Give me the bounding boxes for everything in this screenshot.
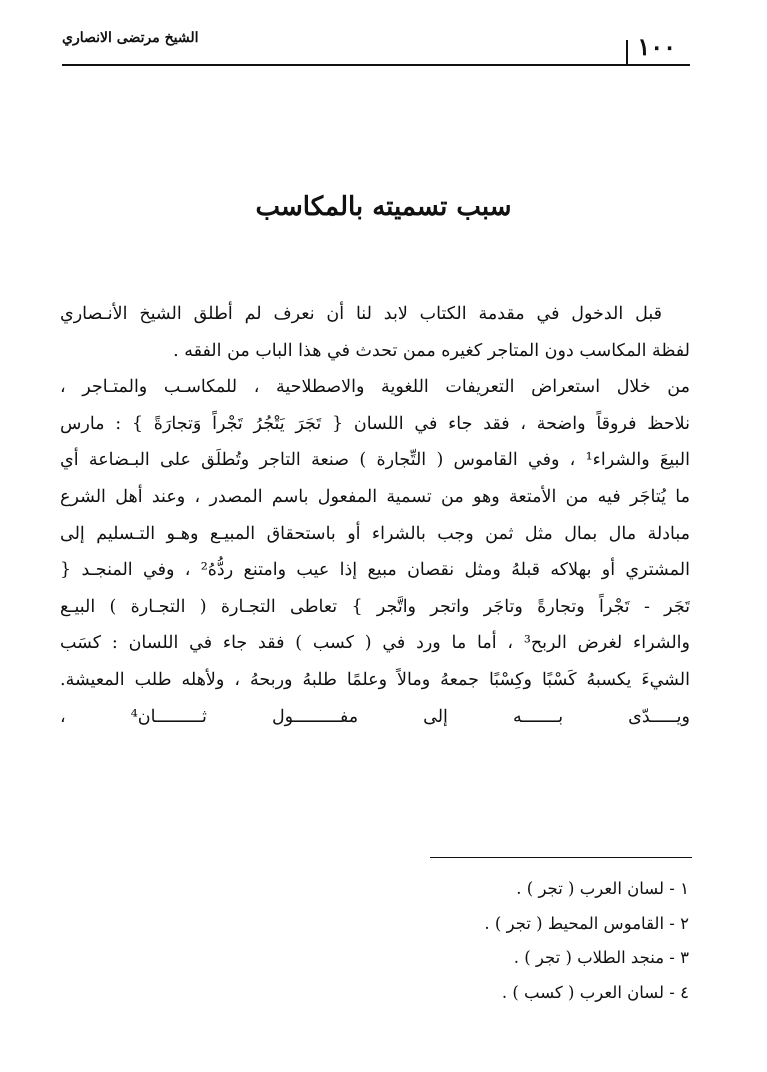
footnote-rule — [430, 857, 692, 858]
text-line: قبل الدخول في مقدمة الكتاب لابد لنا أن نعرف لم أطلق الشيخ الأنـصاري — [60, 304, 662, 324]
section-title: سبب تسميته بالمكاسب — [255, 192, 512, 222]
footnote: ٢ - القاموس المحيط ( تجر ) . — [484, 913, 689, 933]
text-line: مبادلة مال بمال مثل ثمن وجب بالشراء أو باستحقاق المبيـع وهـو التـسليم إلى — [60, 523, 690, 544]
text-line: ويـــــدّى بـــــــه إلى مفـــــــــول ثـــــــــان⁴ ، — [60, 706, 690, 727]
body-text — [60, 296, 690, 735]
running-head-author: الشيخ مرتضى الانصاري — [62, 30, 199, 46]
text-line: تَجَر - تَجْراً وتجارةً وتاجَر واتجر واتَّجر } تعاطى التجـارة ( التجـارة ) البيـع — [60, 596, 690, 617]
footnotes — [289, 872, 689, 1010]
page-number: ١٠٠ — [637, 32, 676, 61]
footnote: ٣ - منجد الطلاب ( تجر ) . — [513, 948, 689, 967]
text-line: والشراء لغرض الربح³ ، أما ما ورد في ( كسب ) فقد جاء في اللسان : كسَب — [60, 633, 690, 654]
footnote: ٤ - لسان العرب ( كسب ) . — [501, 982, 689, 1002]
text-line: نلاحظ فروقاً واضحة ، فقد جاء في اللسان { تَجَرَ يَتْجُرُ تَجْراً وَتجارَةً } : مارس — [60, 413, 690, 434]
text-line: البيعَ والشراء¹ ، وفي القاموس ( التِّجارة ) صنعة التاجر وتُطلَق على البـضاعة أي — [60, 450, 690, 471]
text-line: ما يُتاجَر فيه من الأمتعة وهو من تسمية المفعول باسم المصدر ، وعند أهل الشرع — [60, 486, 690, 507]
text-line: المشتري أو بهلاكه قبلهُ ومثل نقصان مبيع إذا عيب وامتنع ردُّهُ² ، وفي المنجـد { — [60, 560, 690, 581]
text-line: لفظة المكاسب دون المتاجر كغيره ممن تحدث في هذا الباب من الفقه . — [173, 340, 690, 361]
page-header — [62, 30, 690, 66]
footnote: ١ - لسان العرب ( تجر ) . — [516, 879, 689, 898]
text-line: من خلال استعراض التعريفات اللغوية والاصطلاحية ، للمكاسـب والمتـاجر ، — [60, 377, 690, 398]
header-divider-tick — [626, 40, 628, 64]
text-line: الشيءَ يكسبهُ كَسْبًا وكِسْبًا جمعهُ ومالاً وعلمًا طلبهُ وربحهُ ، ولأهله طلب المعيشة. — [60, 669, 690, 690]
